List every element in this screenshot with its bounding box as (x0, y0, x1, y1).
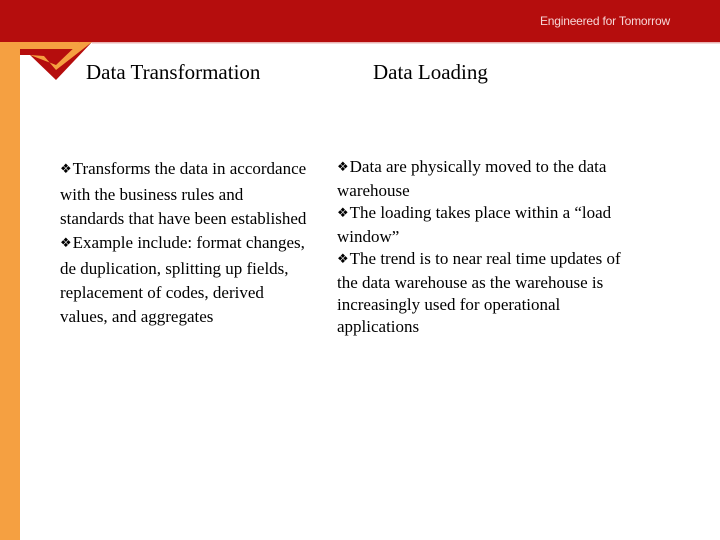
bullet-item (337, 248, 637, 338)
diamond-clover-bullet-icon: ❖ (337, 160, 349, 175)
bullet-item (337, 156, 637, 202)
column-title-data-loading: Data Loading (373, 60, 488, 84)
bullet-text: The trend is to near real time updates of the data warehouse as the warehouse is increasingly used for operational applications (337, 249, 621, 336)
bullet-item (337, 202, 637, 248)
diamond-clover-bullet-icon: ❖ (337, 252, 349, 267)
loading-bullet-list (337, 156, 637, 338)
bullet-item (60, 231, 310, 329)
bullet-text: Transforms the data in accordance with the business rules and standards that have been established (60, 159, 307, 228)
diamond-clover-bullet-icon: ❖ (60, 162, 72, 177)
diamond-clover-bullet-icon: ❖ (337, 206, 349, 221)
column-title-data-transformation: Data Transformation (86, 60, 261, 84)
diamond-clover-bullet-icon: ❖ (60, 236, 72, 251)
brand-tagline: Engineered for Tomorrow (540, 14, 670, 28)
bullet-text: The loading takes place within a “load window” (337, 203, 612, 246)
transformation-bullet-list (60, 157, 310, 329)
bullet-text: Data are physically moved to the data warehouse (337, 157, 607, 200)
bullet-item (60, 157, 310, 231)
bullet-text: Example include: format changes, de duplication, splitting up fields, replacement of codes, derived values, and aggregates (60, 233, 305, 326)
